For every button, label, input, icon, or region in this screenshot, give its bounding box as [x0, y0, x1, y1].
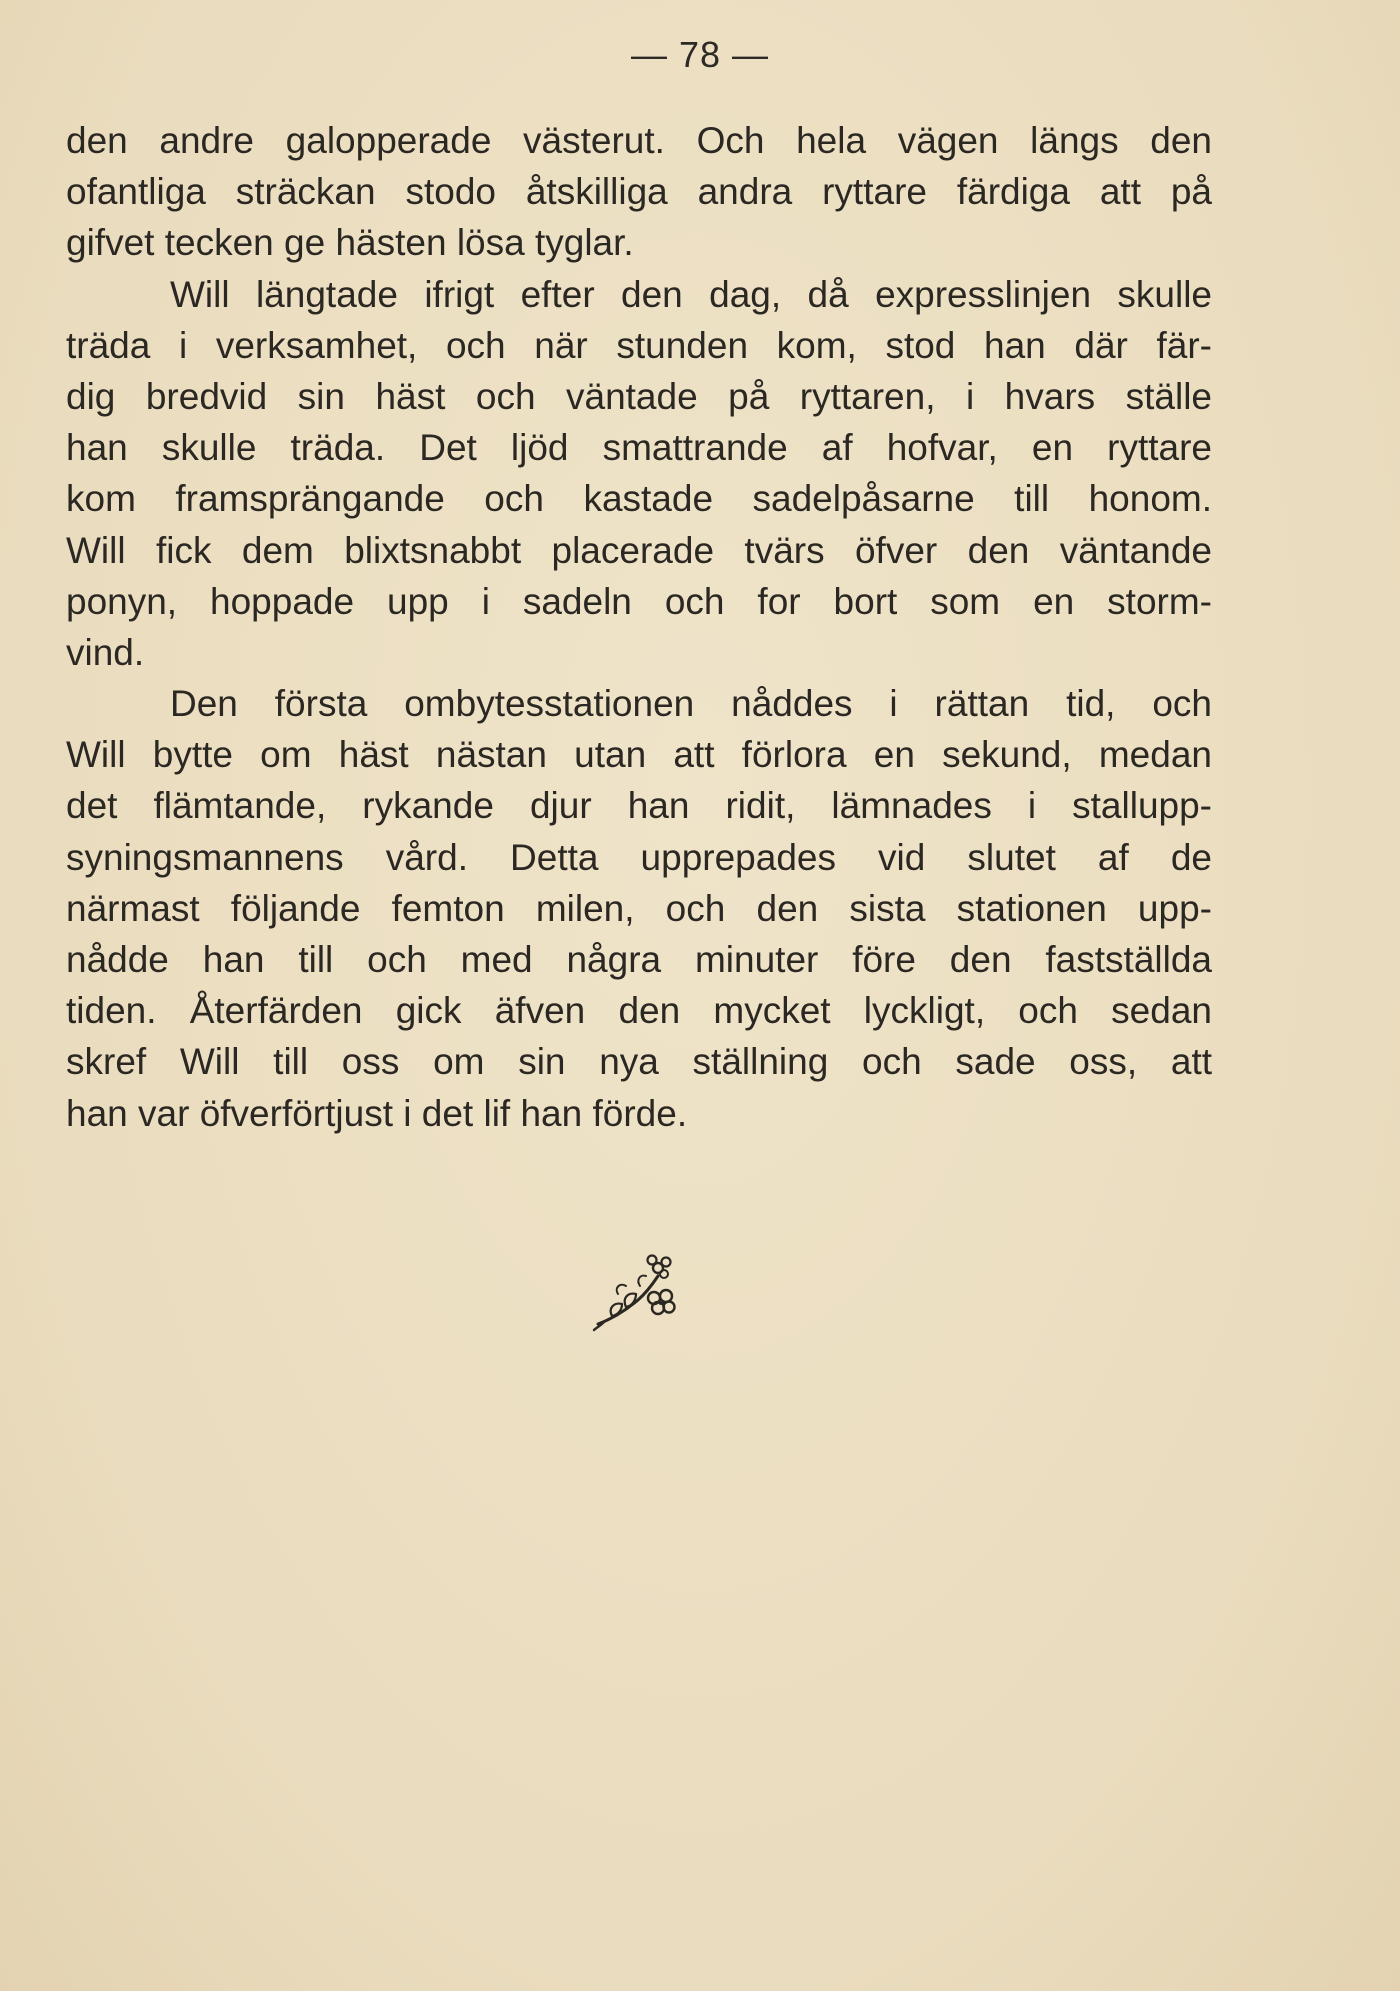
text-line: Will fick dem blixtsnabbt placerade tvärs öfver den väntande: [66, 529, 1212, 571]
text-line: han skulle träda. Det ljöd smattrande af hofvar, en ryttare: [66, 427, 1212, 469]
text-line: nådde han till och med några minuter före den fastställda: [66, 939, 1212, 980]
text-line: syningsmannens vård. Detta upprepades vid slutet af de: [66, 836, 1212, 878]
text-line: han var öfverförtjust i det lif han förde.: [66, 1092, 688, 1134]
text-line: kom framsprängande och kastade sadelpåsarne till honom.: [66, 478, 1212, 520]
floral-vignette-icon: [592, 1252, 682, 1332]
text-line: Will bytte om häst nästan utan att förlora en sekund, medan: [66, 734, 1212, 776]
text-line: skref Will till oss om sin nya ställning och sade oss, att: [66, 1041, 1212, 1083]
text-line: tiden. Återfärden gick äfven den mycket lyckligt, och sedan: [66, 990, 1212, 1032]
text-line: närmast följande femton milen, och den sista stationen upp-: [66, 887, 1212, 929]
text-line: träda i verksamhet, och när stunden kom, stod han där fär-: [66, 324, 1212, 366]
text-line: Den första ombytesstationen nåddes i rättan tid, och: [170, 683, 1212, 725]
text-line: vind.: [66, 631, 145, 673]
page-number: — 78 —: [630, 34, 770, 75]
text-line: gifvet tecken ge hästen lösa tyglar.: [66, 222, 634, 264]
text-line: den andre galopperade västerut. Och hela vägen längs den: [66, 120, 1212, 161]
text-line: dig bredvid sin häst och väntade på ryttaren, i hvars ställe: [66, 375, 1212, 417]
text-line: det flämtande, rykande djur han ridit, lämnades i stallupp-: [66, 785, 1212, 827]
body-text: [66, 115, 1212, 1139]
text-line: ponyn, hoppade upp i sadeln och for bort som en storm-: [66, 580, 1212, 622]
text-line: Will längtade ifrigt efter den dag, då expresslinjen skulle: [170, 273, 1212, 315]
text-line: ofantliga sträckan stodo åtskilliga andra ryttare färdiga att på: [66, 171, 1212, 213]
